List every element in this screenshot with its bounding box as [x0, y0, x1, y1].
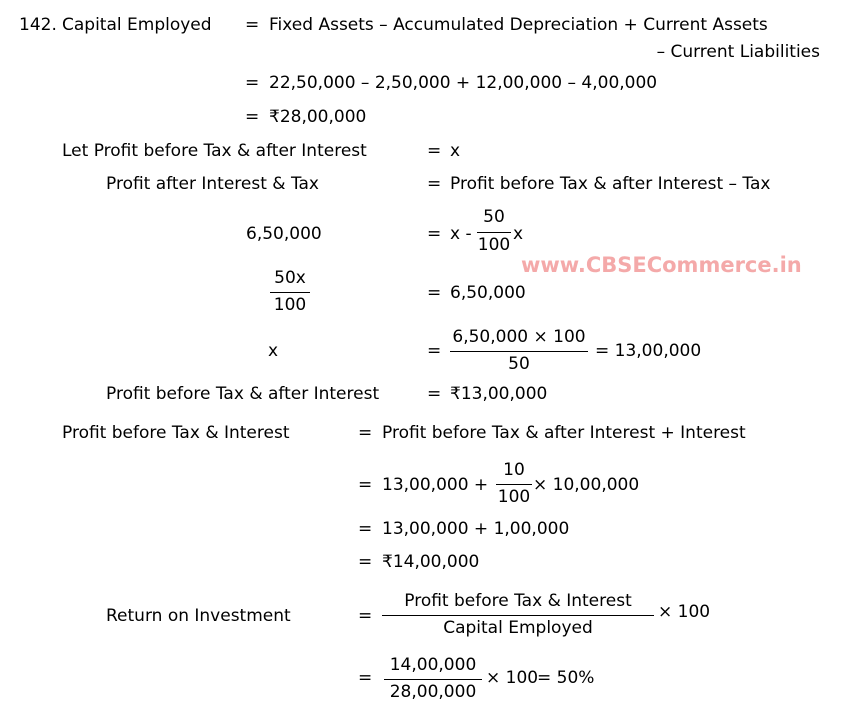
capital-employed-formula-continued: – Current Liabilities [656, 42, 820, 62]
equals-sign: = [245, 73, 260, 93]
fraction-bar [477, 232, 511, 233]
equals-sign: = [427, 174, 442, 194]
equals-sign: = [358, 668, 373, 688]
roi-label: Return on Investment [106, 606, 291, 626]
equals-sign: = [358, 475, 373, 495]
variable-x: x [450, 141, 461, 161]
fraction-denominator: 100 [273, 295, 307, 315]
equals-sign: = [245, 107, 260, 127]
fraction-bar [270, 292, 310, 293]
pbit-label: Profit before Tax & Interest [62, 423, 290, 443]
capital-employed-label: Capital Employed [62, 15, 212, 35]
pbit-sum: 13,00,000 + 1,00,000 [382, 519, 570, 539]
pbt-after-interest-value: ₹13,00,000 [450, 384, 548, 404]
roi-result: = 50% [537, 668, 595, 688]
fraction-denominator: Capital Employed [443, 618, 593, 638]
equation-result: = 13,00,000 [595, 341, 702, 361]
fraction-denominator: 100 [497, 487, 531, 507]
roi-val-suffix: × 100 [486, 668, 539, 688]
watermark: www.CBSECommerce.in [521, 253, 802, 277]
fraction-numerator: 6,50,000 × 100 [452, 327, 586, 347]
let-profit-label: Let Profit before Tax & after Interest [62, 141, 367, 161]
equation-rhs: 6,50,000 [450, 283, 526, 303]
equals-sign: = [358, 606, 373, 626]
variable-x: x [268, 341, 279, 361]
capital-employed-result: ₹28,00,000 [269, 107, 367, 127]
roi-suffix: × 100 [658, 602, 711, 622]
pbit-formula: Profit before Tax & after Interest + Interest [382, 423, 746, 443]
fraction-numerator: Profit before Tax & Interest [404, 591, 632, 611]
equation-x-term: x - [450, 224, 472, 244]
equation-lhs: 6,50,000 [246, 224, 322, 244]
fraction-numerator: 10 [503, 460, 525, 480]
equals-sign: = [427, 384, 442, 404]
equals-sign: = [427, 341, 442, 361]
equals-sign: = [358, 423, 373, 443]
fraction-denominator: 50 [508, 354, 530, 374]
equals-sign: = [427, 141, 442, 161]
question-number: 142. [19, 15, 57, 35]
equals-sign: = [358, 552, 373, 572]
pbit-sub-prefix: 13,00,000 + [382, 475, 489, 495]
fraction-bar [382, 615, 654, 616]
fraction-numerator: 50 [483, 207, 505, 227]
equals-sign: = [245, 15, 260, 35]
equals-sign: = [358, 519, 373, 539]
variable-x: x [513, 224, 524, 244]
fraction-bar [450, 351, 588, 352]
fraction-numerator: 14,00,000 [389, 655, 477, 675]
fraction-denominator: 100 [477, 235, 511, 255]
capital-employed-formula: Fixed Assets – Accumulated Depreciation + Current Assets [269, 15, 768, 35]
pat-formula: Profit before Tax & after Interest – Tax [450, 174, 771, 194]
equals-sign: = [427, 283, 442, 303]
pbt-after-interest-label: Profit before Tax & after Interest [106, 384, 380, 404]
pbit-sub-suffix: × 10,00,000 [533, 475, 640, 495]
fraction-bar [384, 679, 482, 680]
capital-employed-substitution: 22,50,000 – 2,50,000 + 12,00,000 – 4,00,000 [269, 73, 658, 93]
equals-sign: = [427, 224, 442, 244]
pbit-result: ₹14,00,000 [382, 552, 480, 572]
fraction-denominator: 28,00,000 [389, 682, 477, 702]
fraction-numerator: 50x [274, 268, 306, 288]
profit-after-interest-tax-label: Profit after Interest & Tax [106, 174, 319, 194]
fraction-bar [496, 484, 532, 485]
